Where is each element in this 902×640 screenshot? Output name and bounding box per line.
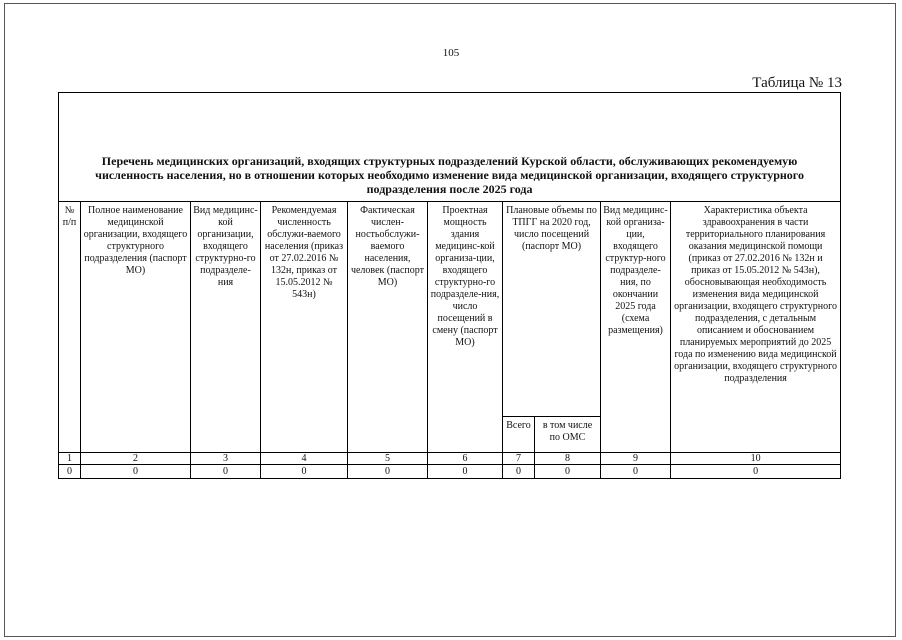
header-col-10: Характеристика объекта здравоохранения в части территориального планирования оказания медицинской помощи (приказ от 27.02.2016 № 132н и приказ от 15.05.2012 № 543н), обосновывающая необходимость изменения вида медицинской организации, входящего структурного подразделения, с детальным описанием и обоснованием планируемых мероприятий до 2025 года по изменению вида медицинской организации, входящего структурного подразделения xyxy=(671,201,841,452)
column-number: 7 xyxy=(503,452,535,464)
column-number: 3 xyxy=(191,452,261,464)
header-col-7-8: Плановые объемы по ТПГГ на 2020 год, число посещений (паспорт МО) xyxy=(503,201,601,416)
table-row xyxy=(59,464,841,478)
table-cell: 0 xyxy=(601,464,671,478)
table-cell: 0 xyxy=(261,464,348,478)
table-cell: 0 xyxy=(503,464,535,478)
column-number-row xyxy=(59,452,841,464)
table-cell: 0 xyxy=(535,464,601,478)
title-row xyxy=(59,93,841,202)
column-number: 6 xyxy=(428,452,503,464)
header-col-9: Вид медицинс-кой организа-ции, входящего структур-ного подразделе-ния, по окончании 2025 года (схема размещения) xyxy=(601,201,671,452)
column-number: 2 xyxy=(81,452,191,464)
page-number: 105 xyxy=(442,47,460,59)
table-cell: 0 xyxy=(671,464,841,478)
column-number: 8 xyxy=(535,452,601,464)
header-col-7: Всего xyxy=(503,416,535,452)
table-cell: 0 xyxy=(81,464,191,478)
column-number: 9 xyxy=(601,452,671,464)
table-title: Перечень медицинских организаций, входящих структурных подразделений Курской области, обслуживающих рекомендуемую численность населения, но в отношении которых необходимо изменение вида медицинской организации, входящего структурного подразделения после 2025 года xyxy=(59,93,841,202)
table-cell: 0 xyxy=(348,464,428,478)
header-col-8: в том числе по ОМС xyxy=(535,416,601,452)
table-cell: 0 xyxy=(428,464,503,478)
table-label: Таблица № 13 xyxy=(752,75,842,91)
header-col-1: № п/п xyxy=(59,201,81,452)
header-col-2: Полное наименование медицинской организации, входящего структурного подразделения (паспорт МО) xyxy=(81,201,191,452)
table-cell: 0 xyxy=(191,464,261,478)
header-col-3: Вид медицинс-кой организации, входящего структурно-го подразделе-ния xyxy=(191,201,261,452)
column-number: 5 xyxy=(348,452,428,464)
table-cell: 0 xyxy=(59,464,81,478)
column-number: 1 xyxy=(59,452,81,464)
header-col-6: Проектная мощность здания медицинс-кой организа-ции, входящего структурно-го подразделе-ния, число посещений в смену (паспорт МО) xyxy=(428,201,503,452)
column-number: 10 xyxy=(671,452,841,464)
column-number: 4 xyxy=(261,452,348,464)
data-table xyxy=(58,92,841,479)
header-row xyxy=(59,201,841,416)
header-col-5: Фактическая числен-ностьобслужи-ваемого населения, человек (паспорт МО) xyxy=(348,201,428,452)
header-col-4: Рекомендуемая численность обслужи-ваемого населения (приказ от 27.02.2016 № 132н, приказ от 15.05.2012 № 543н) xyxy=(261,201,348,452)
